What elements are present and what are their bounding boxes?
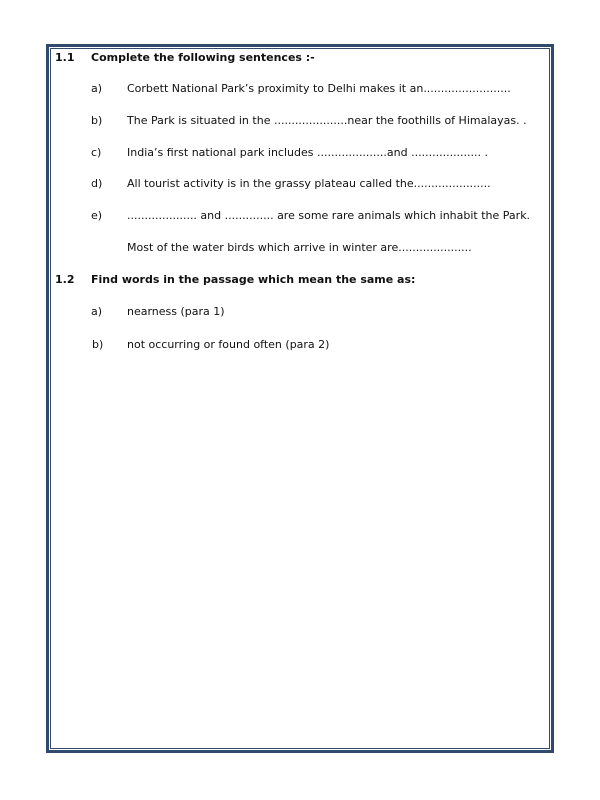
sentence-text: Corbett National Park’s proximity to Delhi makes it an......................... [127,82,511,95]
item-label: a) [91,82,103,95]
item-label: a) [91,305,103,318]
section-number: 1.1 [55,51,75,64]
sentence-text: All tourist activity is in the grassy plateau called the...................... [127,177,491,190]
section-heading: Complete the following sentences :- [91,51,315,64]
sentence-text: .................... and .............. are some rare animals which inhabit the Park. [127,209,531,222]
sentence-text: India’s first national park includes ....................and .................... . [127,146,489,159]
item-label: e) [91,209,103,222]
sentence-text: Most of the water birds which arrive in winter are..................... [127,241,472,254]
item-label: b) [92,338,104,351]
item-label: b) [91,114,103,127]
vocab-prompt: not occurring or found often (para 2) [127,338,330,351]
vocab-prompt: nearness (para 1) [127,305,225,318]
item-label: d) [91,177,103,190]
sentence-text: The Park is situated in the .....................near the foothills of Himalayas. . [127,114,527,127]
item-label: c) [91,146,102,159]
section-heading: Find words in the passage which mean the same as: [91,273,416,286]
section-number: 1.2 [55,273,75,286]
